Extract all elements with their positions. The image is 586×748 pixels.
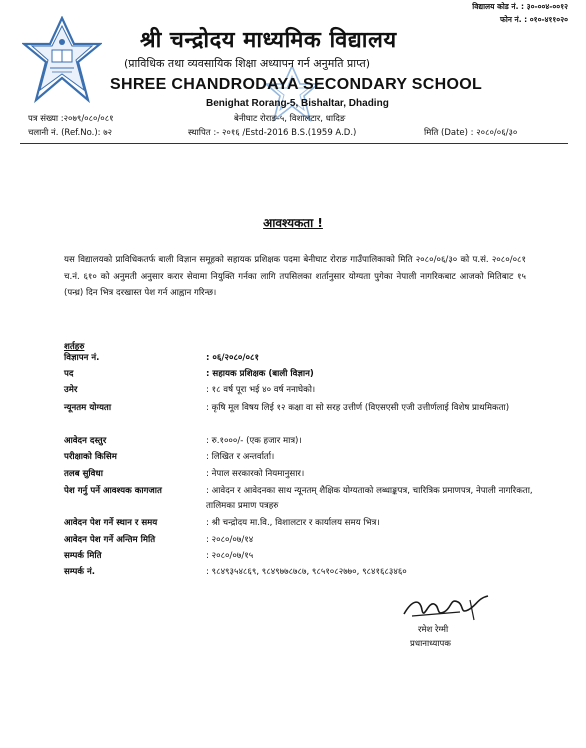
- handwritten-signature: [398, 592, 498, 626]
- header-divider: [20, 143, 568, 144]
- school-logo: [22, 16, 102, 104]
- signatory-name: रमेश रेग्मी: [418, 625, 449, 635]
- conditions-title: शर्तहरु: [64, 342, 85, 352]
- condition-label: न्यूनतम योग्यता: [64, 403, 112, 413]
- condition-label: आवेदन पेश गर्ने अन्तिम मिति: [64, 535, 156, 545]
- condition-label: आवेदन पेश गर्ने स्थान र समय: [64, 518, 158, 528]
- established-year: स्थापित :- २०१६ /Estd-2016 B.S.(1959 A.D.): [188, 128, 357, 138]
- condition-value: : श्री चन्द्रोदय मा.वि., विशालटार र कार्यालय समय भित्र।: [206, 518, 380, 528]
- condition-label: पद: [64, 369, 74, 379]
- letter-number: पत्र संख्या :२०७९/०८०/०८१: [28, 114, 114, 124]
- condition-value: : रु.१०००/- (एक हजार मात्र)।: [206, 436, 302, 446]
- dispatch-number: चलानी नं. (Ref.No.): ७२: [28, 128, 113, 138]
- condition-value: : १८ वर्ष पूरा भई ४० वर्ष ननाघेको।: [206, 385, 316, 395]
- school-address-english: Benighat Rorang-5, Bishaltar, Dhading: [206, 98, 389, 109]
- condition-value: : आवेदन र आवेदनका साथ न्यूनतम् शैक्षिक योग्यताको लब्धाङ्कपत्र, चारित्रिक प्रमाणपत्र, नेपाली नागरिकता, तालिमका प्रमाण पत्रहरु: [206, 486, 533, 511]
- condition-value: : लिखित र अन्तर्वार्ता।: [206, 452, 275, 462]
- school-title-english: SHREE CHANDRODAYA SECONDARY SCHOOL: [110, 76, 483, 93]
- condition-value: : ०६/२०८०/०८१: [206, 353, 259, 363]
- condition-label: आवेदन दस्तुर: [64, 436, 107, 446]
- notice-title: आवश्यकता !: [263, 216, 323, 230]
- condition-label: तलब सुविधा: [64, 469, 103, 479]
- school-code: विद्यालय कोड नं. : ३०-००४-००१२: [472, 2, 568, 11]
- condition-label: विज्ञापन नं.: [64, 353, 100, 363]
- condition-label: परीक्षाको किसिम: [64, 452, 117, 462]
- condition-label: उमेर: [64, 385, 78, 395]
- phone-number: फोन नं. : ०१०-४११०२०: [500, 15, 568, 24]
- condition-label: सम्पर्क मिति: [64, 551, 102, 561]
- condition-value: : २०८०/०७/१५: [206, 551, 254, 561]
- school-address-nepali: बेनीघाट रोराङ-५, विशालटार, धादिङ: [234, 114, 346, 124]
- condition-value: : सहायक प्रशिक्षक (बाली विज्ञान): [206, 369, 314, 379]
- condition-value: : २०८०/०७/१४: [206, 535, 254, 545]
- signatory-title: प्रधानाध्यापक: [410, 639, 451, 649]
- condition-value: : नेपाल सरकारको नियमानुसार।: [206, 469, 305, 479]
- letter-date: मिति (Date) : २०८०/०६/३०: [424, 128, 518, 138]
- school-title-nepali: श्री चन्द्रोदय माध्यमिक विद्यालय: [140, 27, 397, 53]
- condition-label: पेश गर्नु पर्ने आवश्यक कागजात: [64, 486, 162, 496]
- notice-body: यस विद्यालयको प्राविधिकतर्फ बाली विज्ञान समूहको सहायक प्रशिक्षक पदमा बेनीघाट रोराङ गाउँपालिकाको मिति २०८०/०६/३० को प.सं. २०८०/०८१ च.नं. ६१० को अनुमती अनुसार करार सेवामा नियुक्ति गर्नका लागि तपसिलका शर्तानुसार योग्यता पुगेका नेपाली नागरिकबाट आजको मितिबाट १५ (पन्ध्र) दिन भित्र दरखास्त पेश गर्न आह्वान गरिन्छ।: [64, 255, 526, 298]
- condition-label: सम्पर्क नं.: [64, 567, 96, 577]
- condition-value: : ९८४९३५४८६९, ९८४९७७८७८७, ९८५१०८२७७०, ९८४१६८३४६०: [206, 567, 407, 577]
- condition-value: : कृषि मूल विषय लिई १२ कक्षा वा सो सरह उत्तीर्ण (विएसएसी एजी उत्तीर्णलाई विशेष प्राथमिकता): [206, 403, 510, 413]
- school-subtitle-nepali: (प्राविधिक तथा व्यवसायिक शिक्षा अध्यापन गर्न अनुमति प्राप्त): [124, 57, 371, 70]
